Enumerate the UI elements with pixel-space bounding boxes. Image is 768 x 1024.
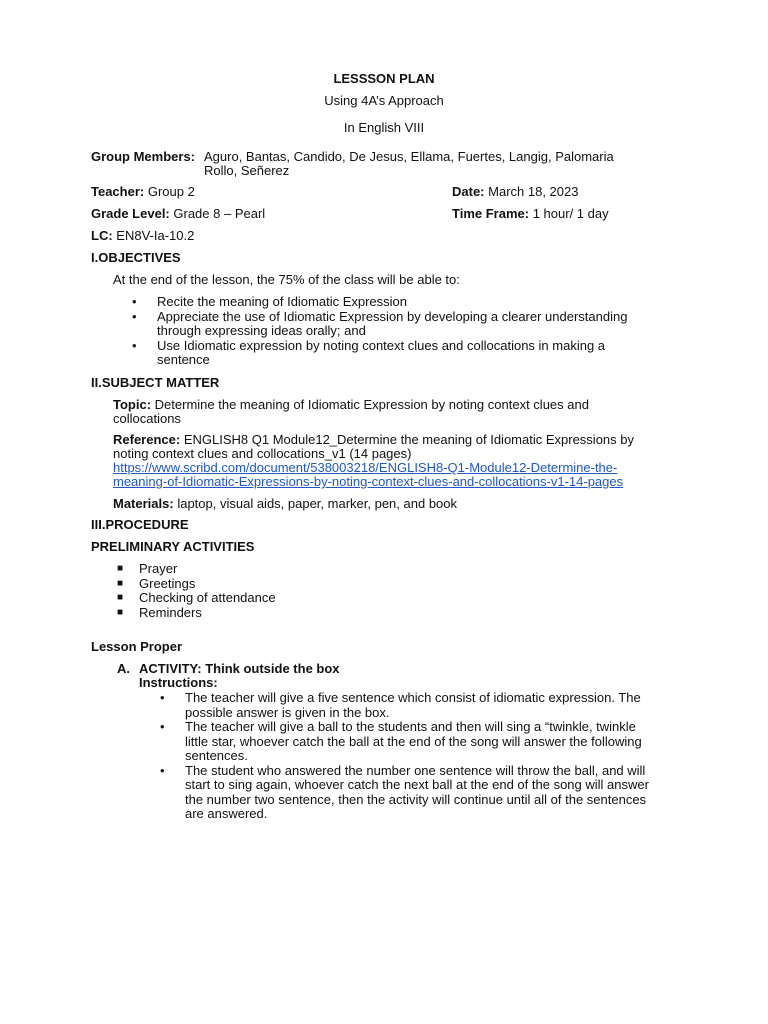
document-subtitle: Using 4A’s Approach xyxy=(324,93,444,108)
list-item: • The student who answered the number one sentence will throw the ball, and will start to sing again, whoever catch the next ball at the end of the song will answer the number two sentence, then the activity will continue until all of the sentences are answered. xyxy=(160,762,649,821)
lc-label: LC: xyxy=(91,228,113,243)
time-frame-label: Time Frame: xyxy=(452,206,530,221)
reference-line2: noting context clues and collocations_v1 (14 pages) xyxy=(113,446,412,461)
document-title: LESSSON PLAN xyxy=(333,71,435,86)
procedure-heading: III.PROCEDURE xyxy=(91,517,189,532)
reference-line1: Reference: ENGLISH8 Q1 Module12_Determine the meaning of Idiomatic Expressions by xyxy=(113,432,634,447)
instructions-label: Instructions: xyxy=(139,675,218,690)
grade-level-field xyxy=(91,207,265,222)
grade-level-label: Grade Level: xyxy=(91,206,170,221)
objectives-list xyxy=(132,295,627,368)
time-frame-value: 1 hour/ 1 day xyxy=(532,206,609,221)
reference-label: Reference: xyxy=(113,432,181,447)
subject-matter-heading: II.SUBJECT MATTER xyxy=(91,375,220,390)
lc-field xyxy=(91,229,194,244)
topic-label: Topic: xyxy=(113,397,152,412)
bullet-icon: • xyxy=(160,762,165,778)
group-members-line1: Aguro, Bantas, Candido, De Jesus, Ellama, Fuertes, Langig, Palomaria xyxy=(204,149,614,164)
group-members-label: Group Members: xyxy=(91,149,196,164)
preliminary-list xyxy=(117,562,276,620)
square-bullet-icon: ■ xyxy=(117,592,124,603)
teacher-field xyxy=(91,185,195,200)
materials-field xyxy=(113,497,457,512)
document-subject: In English VIII xyxy=(343,120,425,135)
objectives-intro: At the end of the lesson, the 75% of the class will be able to: xyxy=(113,272,460,287)
date-field xyxy=(452,185,578,200)
preliminary-heading: PRELIMINARY ACTIVITIES xyxy=(91,539,255,554)
teacher-label: Teacher: xyxy=(91,184,145,199)
teacher-value: Group 2 xyxy=(147,184,195,199)
grade-level-value: Grade 8 – Pearl xyxy=(173,206,266,221)
reference-link-line1[interactable]: https://www.scribd.com/document/538003218/ENGLISH8-Q1-Module12-Determine-the- xyxy=(113,460,618,475)
square-bullet-icon: ■ xyxy=(117,577,124,589)
topic-line1: Topic: Determine the meaning of Idiomatic Expression by noting context clues and xyxy=(113,397,589,412)
date-label: Date: xyxy=(452,184,485,199)
list-item: • The teacher will give a five sentence which consist of idiomatic expression. The possible answer is given in the box. xyxy=(160,690,641,720)
materials-value: laptop, visual aids, paper, marker, pen, and book xyxy=(177,496,458,511)
list-item: ■ Checking of attendance xyxy=(117,590,276,605)
bullet-icon: • xyxy=(132,294,137,309)
group-members-row xyxy=(91,150,195,165)
reference-link-line2[interactable]: meaning-of-Idiomatic-Expressions-by-noting-context-clues-and-collocations-v1-14-pages xyxy=(113,474,624,489)
lc-value: EN8V-Ia-10.2 xyxy=(116,228,195,243)
bullet-icon: • xyxy=(160,690,165,705)
list-item: • The teacher will give a ball to the students and then will sing a “twinkle, twinkle little star, whoever catch the ball at the end of the song will answer the following sentences. xyxy=(160,719,642,763)
instructions-list xyxy=(160,691,649,822)
list-item: • Recite the meaning of Idiomatic Expression xyxy=(132,294,408,309)
bullet-icon: • xyxy=(132,308,137,324)
date-value: March 18, 2023 xyxy=(488,184,579,199)
list-item: • Use Idiomatic expression by noting context clues and collocations in making a sentence xyxy=(132,337,606,367)
objectives-heading: I.OBJECTIVES xyxy=(91,250,181,265)
topic-line2: collocations xyxy=(113,411,181,426)
bullet-icon: • xyxy=(160,719,165,734)
lesson-proper-heading: Lesson Proper xyxy=(91,639,183,654)
activity-letter: A. xyxy=(117,661,130,676)
list-item: ■ Prayer xyxy=(117,561,178,576)
square-bullet-icon: ■ xyxy=(117,606,124,618)
list-item: • Appreciate the use of Idiomatic Expression by developing a clearer understanding through expressing ideas orally; and xyxy=(132,308,628,338)
list-item: ■ Greetings xyxy=(117,575,196,591)
activity-title: ACTIVITY: Think outside the box xyxy=(139,661,340,676)
square-bullet-icon: ■ xyxy=(117,563,124,574)
group-members-line2: Rollo, Señerez xyxy=(204,163,290,178)
bullet-icon: • xyxy=(132,337,137,353)
list-item: ■ Reminders xyxy=(117,604,202,620)
materials-label: Materials: xyxy=(113,496,174,511)
time-frame-field xyxy=(452,207,609,222)
